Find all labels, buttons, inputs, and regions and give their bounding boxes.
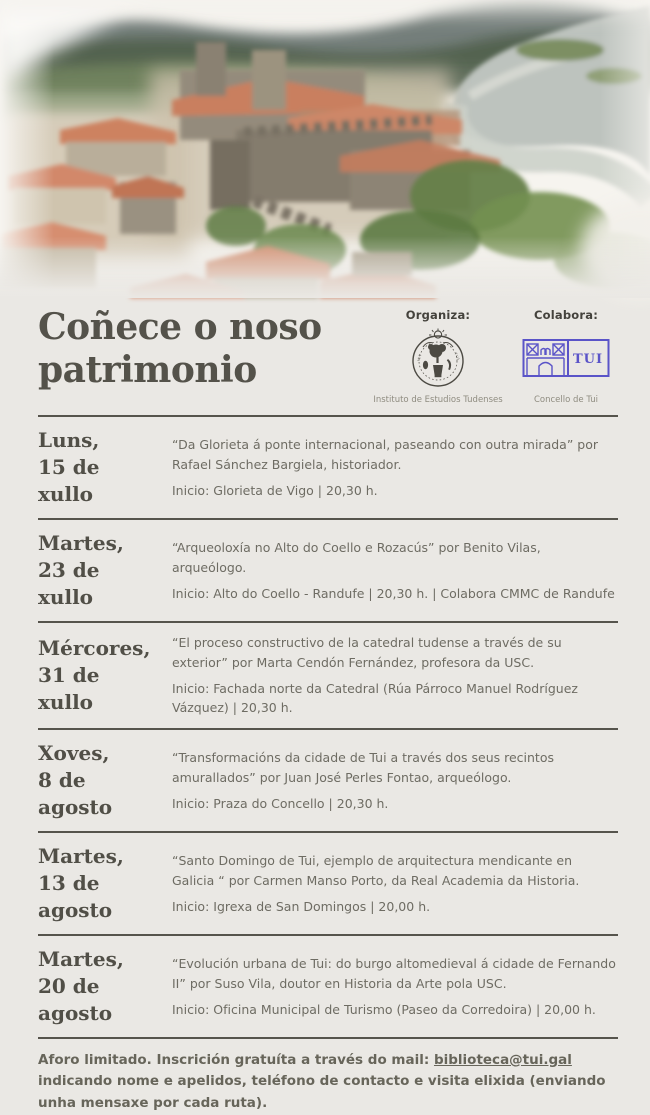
footer-text-before: Aforo limitado. Inscrición gratuíta a través do mail: bbox=[38, 1051, 434, 1068]
event-date-text: 15 de xullo bbox=[38, 455, 100, 506]
event-description: “Evolución urbana de Tui: do burgo altomedieval á cidade de Fernando II” por Suso Vila, doutor en Historia da Arte pola USC. bbox=[172, 955, 616, 991]
collaborator-label: Colabora: bbox=[533, 308, 598, 322]
event-start-info: Inicio: Fachada norte da Catedral (Rúa Párroco Manuel Rodríguez Vázquez) | 20,30 h. bbox=[172, 681, 578, 716]
event-start-info: Inicio: Glorieta de Vigo | 20,30 h. bbox=[172, 482, 378, 498]
event-row-mercores-31-xullo bbox=[38, 621, 618, 728]
event-day: Martes, bbox=[38, 531, 124, 555]
event-row-xoves-8-agosto bbox=[38, 728, 618, 831]
collaborator-block bbox=[514, 308, 618, 405]
event-date-text: 13 de agosto bbox=[38, 870, 113, 922]
event-start-info: Inicio: Igrexa de San Domingos | 20,00 h. bbox=[172, 898, 431, 914]
event-date bbox=[38, 530, 158, 611]
event-start-info: Inicio: Praza do Concello | 20,30 h. bbox=[172, 795, 389, 811]
instituto-estudios-tudenses-seal-logo bbox=[409, 327, 467, 389]
event-date-text: 23 de xullo bbox=[38, 558, 100, 609]
concello-de-tui-logo bbox=[522, 327, 610, 389]
svg-text:T·U·I: T·U·I bbox=[453, 352, 461, 361]
event-row-martes-23-xullo bbox=[38, 518, 618, 621]
poster-title-line2: patrimonio bbox=[38, 349, 257, 392]
event-day: Mércores, bbox=[38, 635, 151, 660]
event-description: “Transformacións da cidade de Tui a través dos seus recintos amurallados” por Juan José Perles Fontao, arqueólogo. bbox=[172, 749, 554, 785]
organizer-label: Organiza: bbox=[405, 308, 471, 322]
poster-title bbox=[38, 306, 322, 392]
organizer-caption: Instituto de Estudios Tudenses bbox=[373, 395, 503, 405]
event-start-info: Inicio: Alto do Coello - Randufe | 20,30 h. | Colabora CMMC de Randufe bbox=[172, 585, 615, 601]
event-details bbox=[172, 954, 618, 1019]
event-row-martes-20-agosto bbox=[38, 934, 618, 1037]
event-date-text: 20 de agosto bbox=[38, 973, 113, 1025]
poster-header bbox=[38, 298, 618, 415]
event-details bbox=[172, 748, 618, 813]
event-details bbox=[172, 633, 618, 718]
event-date-text: 8 de agosto bbox=[38, 767, 113, 819]
logo-block bbox=[373, 306, 618, 405]
event-date bbox=[38, 427, 158, 508]
event-description: “El proceso constructivo de la catedral tudense a través de su exterior” por Marta Cendón Fernández, profesora da USC. bbox=[172, 635, 562, 670]
event-day: Martes, bbox=[38, 843, 124, 868]
event-details bbox=[172, 538, 618, 603]
event-date bbox=[38, 635, 158, 716]
event-date-text: 31 de xullo bbox=[38, 662, 100, 714]
registration-footer bbox=[38, 1037, 618, 1115]
event-description: “Santo Domingo de Tui, ejemplo de arquitectura mendicante en Galicia “ por Carmen Manso Porto, da Real Academia da Historia. bbox=[172, 852, 580, 888]
event-details bbox=[172, 851, 618, 916]
event-description: “Arqueoloxía no Alto do Coello e Rozacús” por Benito Vilas, arqueólogo. bbox=[172, 539, 541, 575]
event-start-info: Inicio: Oficina Municipal de Turismo (Paseo da Corredoira) | 20,00 h. bbox=[172, 1001, 596, 1017]
event-description: “Da Glorieta á ponte internacional, paseando con outra mirada” por Rafael Sánchez Bargiela, historiador. bbox=[172, 436, 598, 472]
collaborator-caption: Concello de Tui bbox=[533, 395, 599, 405]
hero-watercolor-illustration bbox=[0, 0, 650, 298]
registration-email-link[interactable]: biblioteca@tui.gal bbox=[433, 1051, 572, 1068]
event-details bbox=[172, 435, 618, 500]
event-day: Xoves, bbox=[38, 740, 110, 765]
event-day: Luns, bbox=[38, 428, 100, 452]
svg-text:I·E·T: I·E·T bbox=[416, 353, 423, 362]
event-date bbox=[38, 843, 158, 924]
event-date bbox=[38, 740, 158, 821]
event-schedule bbox=[38, 415, 618, 1037]
tui-logo-text: TUI bbox=[572, 352, 604, 367]
event-date bbox=[38, 946, 158, 1027]
organizer-block bbox=[373, 308, 503, 405]
poster-title-line1: Coñece o noso bbox=[38, 306, 322, 348]
event-day: Martes, bbox=[38, 946, 124, 971]
event-row-luns-15-xullo bbox=[38, 415, 618, 518]
event-row-martes-13-agosto bbox=[38, 831, 618, 934]
footer-text-after: indicando nome e apelidos, teléfono de contacto e visita elixida (enviando unha mensaxe por cada ruta). bbox=[38, 1073, 606, 1111]
